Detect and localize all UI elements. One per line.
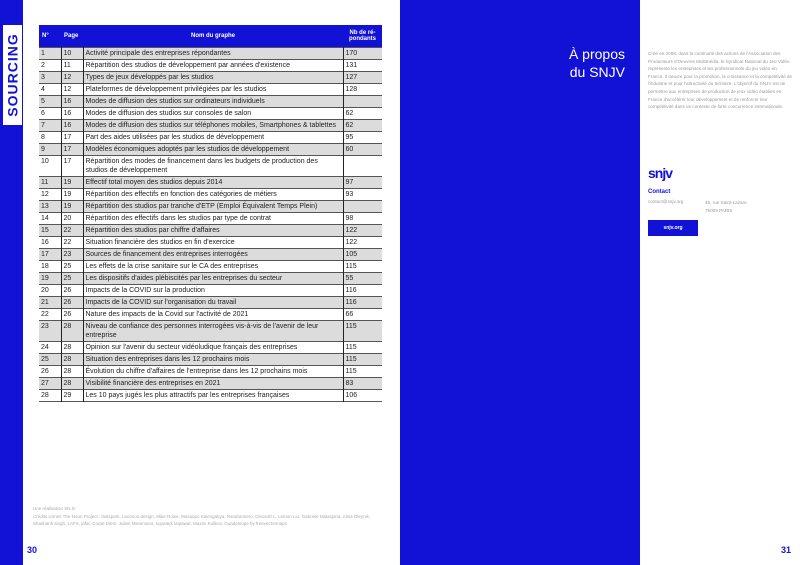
snjv-logo: snjv <box>648 165 673 181</box>
cell-name: Répartition des studios par tranche d'ETP (Emploi Équivalent Temps Plein) <box>83 200 343 212</box>
cell-number: 14 <box>41 214 49 222</box>
page-number-left: 30 <box>27 545 38 555</box>
cell-name: Évolution du chiffre d'affaires de l'entreprise dans les 12 prochains mois <box>83 365 343 377</box>
cell-number: 23 <box>39 320 61 341</box>
cell-page: 26 <box>61 284 83 296</box>
contact-email[interactable]: contact@snjv.org <box>648 199 684 204</box>
graph-index-table <box>39 25 382 402</box>
table-row <box>39 95 382 107</box>
cell-page: 19 <box>61 188 83 200</box>
cell-name: Nature des impacts de la Covid sur l'activité de 2021 <box>83 308 343 320</box>
cell-number: 21 <box>39 296 61 308</box>
section-tab <box>3 25 22 125</box>
cell-name: Modes de diffusion des studios sur ordinateurs individuels <box>83 95 343 107</box>
cell-name: Impacts de la COVID sur la production <box>83 284 343 296</box>
cell-name: Modes de diffusion des studios sur téléphones mobiles, Smartphones & tablettes <box>83 119 343 131</box>
cell-name: Sources de financement des entreprises interrogées <box>83 248 343 260</box>
cell-number: 25 <box>39 353 61 365</box>
table-row <box>39 188 382 200</box>
cell-name: Impacts de la COVID sur l'organisation du travail <box>83 296 343 308</box>
table-row <box>39 365 382 377</box>
table-row <box>39 107 382 119</box>
cell-respondents: 115 <box>343 353 382 365</box>
page-number-right: 31 <box>781 545 792 555</box>
table-row <box>39 176 382 188</box>
table-row <box>39 212 382 224</box>
cell-number: 24 <box>41 343 49 351</box>
cell-name: Répartition des modes de financement dans les budgets de production des studios de développement <box>83 155 343 176</box>
credits-line: Une réalisation SN.hr <box>33 506 76 511</box>
cell-respondents: 55 <box>343 272 382 284</box>
cell-number: 3 <box>39 71 61 83</box>
cell-name: Activité principale des entreprises répondantes <box>83 47 343 59</box>
title-line: du SNJV <box>569 64 625 80</box>
table-row <box>39 47 382 59</box>
cell-page: 17 <box>61 143 83 155</box>
address-line: 46, rue Saint-Lazare <box>705 200 747 205</box>
cell-number: 15 <box>39 224 61 236</box>
cell-respondents: 66 <box>343 308 382 320</box>
cell-name: Les 10 pays jugés les plus attractifs par les entreprises françaises <box>83 389 343 401</box>
table-row <box>39 284 382 296</box>
cell-page: 19 <box>61 200 83 212</box>
cell-page: 12 <box>61 71 83 83</box>
table-row <box>39 320 382 341</box>
table-row <box>39 236 382 248</box>
cell-name: Niveau de confiance des personnes interrogées vis-à-vis de l'avenir de leur entreprise <box>83 320 343 341</box>
cell-page: 16 <box>61 119 83 131</box>
cell-page: 10 <box>61 47 83 59</box>
cell-name: Plateformes de développement privilégiées par les studios <box>83 83 343 95</box>
cell-name: Répartition des effectifs en fonction des catégories de métiers <box>83 188 343 200</box>
cell-respondents: 115 <box>343 365 382 377</box>
cell-respondents: 170 <box>343 47 382 59</box>
credits <box>33 505 378 528</box>
cell-number: 13 <box>39 200 61 212</box>
cell-respondents: 115 <box>343 260 382 272</box>
cell-name: Situation financière des studios en fin d'exercice <box>83 236 343 248</box>
table-row <box>39 353 382 365</box>
cell-respondents: 122 <box>343 224 382 236</box>
col-number: N° <box>39 25 61 47</box>
section-label: SOURCING <box>4 33 21 117</box>
cell-number: 18 <box>41 262 49 270</box>
cell-number: 20 <box>41 286 49 294</box>
cell-name: Répartition des effectifs dans les studios par type de contrat <box>83 212 343 224</box>
cell-number: 10 <box>41 157 49 165</box>
cell-page: 26 <box>61 296 83 308</box>
cell-respondents: 115 <box>343 320 382 341</box>
cell-page: 26 <box>61 308 83 320</box>
table-row <box>39 296 382 308</box>
cell-number: 7 <box>39 119 61 131</box>
cell-page: 17 <box>61 155 83 176</box>
cell-number: 28 <box>41 391 49 399</box>
cell-respondents: 105 <box>343 248 382 260</box>
table-row <box>39 200 382 212</box>
cell-page: 17 <box>61 131 83 143</box>
cell-page: 22 <box>61 224 83 236</box>
cell-number: 6 <box>41 109 45 117</box>
cell-page: 25 <box>61 260 83 272</box>
credits-icons: Crédits icônes The Noun Project : lastspark, Leonson.design, Mike Rowe, Musaupo Kaievgahya, Randomnero, Dinosoft L, Lemon Liu, Gabriele Malaspina, Alina Oleynik, Shashank singh, LAFS, jafar, Corpe Diem, Julien Mievimans, supalerk laipawat, Maxim Kulikov, Guadeloupe by freevectormaps <box>33 513 371 526</box>
cell-respondents: 93 <box>343 188 382 200</box>
cell-page: 20 <box>61 212 83 224</box>
contact-heading: Contact <box>648 189 671 195</box>
cell-name: Modes de diffusion des studios sur consoles de salon <box>83 107 343 119</box>
cell-respondents: 116 <box>343 296 382 308</box>
cell-name: Effectif total moyen des studios depuis 2014 <box>83 176 343 188</box>
table-row <box>39 248 382 260</box>
cell-name: Répartition des studios de développement par années d'existence <box>83 59 343 71</box>
cell-page: 11 <box>61 59 83 71</box>
table-row <box>39 155 382 176</box>
cell-number: 5 <box>39 95 61 107</box>
cell-respondents <box>343 200 382 212</box>
about-text: Créé en 2008, dans la continuité des actions de l'Association des Producteurs d'Oeuvres Multimédia, le Syndicat National du Jeu Vidéo représente les entreprises et les professionnels du jeu vidéo en France. Il oeuvre pour la promotion, la croissance et la compétitivité de l'industrie et pour l'attractivité du territoire. L'objectif du SNJV est de permettre aux entreprises de production de jeux vidéo établies en France d'accélérer leur développement et de renforcer leur compétitivité dans un contexte de forte concurrence internationale. <box>648 51 793 110</box>
cell-name: Part des aides utilisées par les studios de développement <box>83 131 343 143</box>
cell-number: 4 <box>41 85 45 93</box>
table-row <box>39 59 382 71</box>
cell-respondents: 62 <box>343 107 382 119</box>
cell-name: Visibilité financière des entreprises en 2021 <box>83 377 343 389</box>
table-row <box>39 377 382 389</box>
table-row <box>39 119 382 131</box>
cell-respondents: 62 <box>343 119 382 131</box>
cell-name: Situation des entreprises dans les 12 prochains mois <box>83 353 343 365</box>
table-row <box>39 131 382 143</box>
cell-respondents: 131 <box>343 59 382 71</box>
right-blue-panel <box>400 0 640 565</box>
cell-page: 23 <box>61 248 83 260</box>
cell-respondents: 116 <box>343 284 382 296</box>
table-row <box>39 272 382 284</box>
col-page: Page <box>61 25 83 47</box>
table-row <box>39 308 382 320</box>
cell-page: 25 <box>61 272 83 284</box>
cell-name: Les effets de la crise sanitaire sur le CA des entreprises <box>83 260 343 272</box>
cell-respondents <box>343 95 382 107</box>
cell-page: 28 <box>61 377 83 389</box>
cell-number: 19 <box>39 272 61 284</box>
cell-name: Modèles économiques adoptés par les studios de développement <box>83 143 343 155</box>
cell-number: 9 <box>39 143 61 155</box>
cell-page: 29 <box>61 389 83 401</box>
title-line: À propos <box>568 46 625 62</box>
cell-name: Opinion sur l'avenir du secteur vidéoludique français des entreprises <box>83 341 343 353</box>
cell-name: Types de jeux développés par les studios <box>83 71 343 83</box>
cell-respondents: 115 <box>343 341 382 353</box>
col-respondents: Nb de ré-pondants <box>343 25 382 47</box>
cell-name: Les dispositifs d'aides plébiscités par les entreprises du secteur <box>83 272 343 284</box>
cell-respondents: 95 <box>343 131 382 143</box>
cell-number: 1 <box>39 47 61 59</box>
cell-page: 22 <box>61 236 83 248</box>
cell-page: 28 <box>61 341 83 353</box>
table-row <box>39 143 382 155</box>
cell-page: 19 <box>61 176 83 188</box>
cell-respondents: 83 <box>343 377 382 389</box>
cell-respondents: 98 <box>343 212 382 224</box>
cell-respondents: 97 <box>343 176 382 188</box>
about-title <box>530 45 625 81</box>
cell-respondents: 128 <box>343 83 382 95</box>
cell-page: 28 <box>61 365 83 377</box>
address-line: 75009 PARIS <box>705 208 733 213</box>
cell-page: 28 <box>61 353 83 365</box>
cell-number: 22 <box>41 310 49 318</box>
table-row <box>39 389 382 401</box>
cell-number: 2 <box>41 61 45 69</box>
cell-number: 26 <box>41 367 49 375</box>
table-row <box>39 260 382 272</box>
cell-number: 16 <box>41 238 49 246</box>
cell-number: 11 <box>39 176 61 188</box>
cell-name: Répartition des studios par chiffre d'affaires <box>83 224 343 236</box>
cell-number: 8 <box>41 133 45 141</box>
table-row <box>39 341 382 353</box>
table-row <box>39 71 382 83</box>
cell-respondents: 127 <box>343 71 382 83</box>
cell-respondents: 122 <box>343 236 382 248</box>
cell-number: 12 <box>41 190 49 198</box>
cell-page: 28 <box>61 320 83 341</box>
cell-page: 16 <box>61 95 83 107</box>
website-button[interactable]: snjv.org <box>648 220 698 236</box>
cell-number: 17 <box>39 248 61 260</box>
col-name: Nom du graphe <box>83 25 343 47</box>
cell-respondents: 106 <box>343 389 382 401</box>
cell-page: 16 <box>61 107 83 119</box>
table-row <box>39 83 382 95</box>
contact-address <box>705 199 747 215</box>
cell-page: 12 <box>61 83 83 95</box>
cell-respondents <box>343 155 382 176</box>
cell-respondents: 60 <box>343 143 382 155</box>
table-row <box>39 224 382 236</box>
cell-number: 27 <box>39 377 61 389</box>
